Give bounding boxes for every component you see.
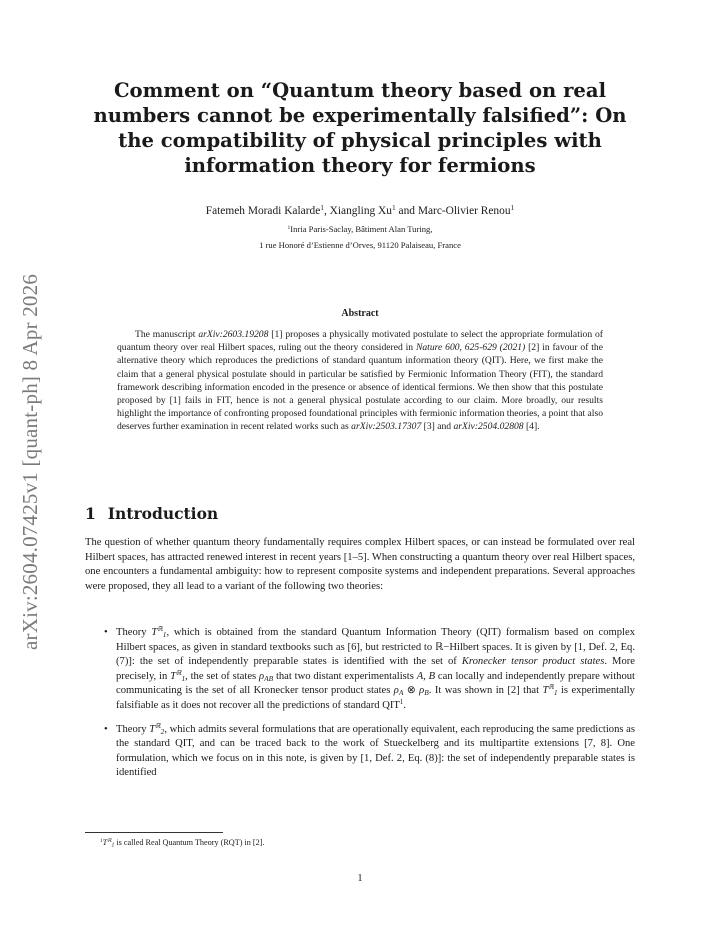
page-number: 1 xyxy=(357,873,363,884)
section-title: Introduction xyxy=(107,504,219,523)
math-symbol: $\rho_{AB}$ xyxy=(258,670,274,683)
affiliation-mark: 1 xyxy=(391,202,396,212)
math-symbol: $\rho_A$ xyxy=(393,685,404,698)
emphasis: Kronecker tensor product states xyxy=(461,656,605,668)
abstract-heading: Abstract xyxy=(341,308,379,319)
arxiv-identifier-stamp: arXiv:2604.07425v1 [quant-ph] 8 Apr 2026 xyxy=(18,273,42,650)
author-name: Marc-Olivier Renou xyxy=(417,205,511,217)
text-fragment: , which admits several formulations that are operationally equivalent, each reproducing the same predictions as the standard QIT, and can be traced back to the work of Stueckelberg and its multipartite extensions [7, 8]. One formulation, which we focus on in this note, is given by [1, Def. 2, Eq. (8)]: the set of independently preparable states is identified xyxy=(116,723,635,779)
citation-arxiv: arXiv:2503.17307 xyxy=(351,421,422,433)
footnote xyxy=(100,838,265,847)
list-item xyxy=(85,626,635,714)
math-symbol: $T^ℝ_1$ xyxy=(102,838,115,849)
footnote-mark[interactable]: 1 xyxy=(399,699,404,707)
affiliation-mark: 1 xyxy=(320,202,324,212)
list-item xyxy=(85,723,635,781)
text-fragment: , which is obtained from the standard Quantum Information Theory (QIT) formalism based on complex Hilbert spaces, as given in standard textbooks such as [6], but restricted to ℝ−Hilbert spaces. It is given by [1, Def. 2, Eq. (7)]: the set of independently preparable states is identified with the set of xyxy=(116,627,635,668)
citation-nature: Nature 600, 625-629 (2021) xyxy=(415,342,526,354)
bullet-marker: • xyxy=(104,723,108,735)
text-fragment: . More precisely, in xyxy=(116,656,635,682)
affiliation-mark: 1 xyxy=(287,224,291,231)
intro-paragraph: The question of whether quantum theory fundamentally requires complex Hilbert spaces, or can instead be formulated over real Hilbert spaces, has attracted renewed interest in recent years [1–5]. When constructing a quantum theory over real Hilbert spaces, one encounters a fundamental ambiguity: how to represent composite systems and independent preparations. Several approaches were proposed, they all lead to a variant of the following two theories: xyxy=(85,537,635,592)
math-symbol: $T^ℝ_1$ xyxy=(151,626,167,639)
citation-arxiv: arXiv:2504.02808 xyxy=(453,421,524,433)
math-symbol: $T^ℝ_1$ xyxy=(170,670,186,683)
text-fragment: . xyxy=(403,699,406,711)
bullet-marker: • xyxy=(104,627,108,638)
footnote-text: is called Real Quantum Theory (RQT) in [2]. xyxy=(114,838,265,847)
section-number: 1 xyxy=(85,504,96,523)
paper-title: Comment on “Quantum theory based on real numbers cannot be experimentally falsified”: On the compatibility of physical principles with information theory for fermions xyxy=(93,79,627,177)
theory-list xyxy=(85,626,635,781)
text-fragment: . It was shown in [2] that xyxy=(428,685,543,697)
footnote-mark: 1 xyxy=(100,838,103,845)
author-list xyxy=(0,202,720,217)
affiliation-mark: 1 xyxy=(510,202,515,212)
math-symbol: ⊗ xyxy=(403,685,420,697)
author-name: Fatemeh Moradi Kalarde xyxy=(205,205,321,217)
abstract-text xyxy=(117,328,603,434)
author-separator: , xyxy=(323,205,330,217)
affiliation-line-1 xyxy=(0,224,720,234)
abstract-fragment: [2] in favour of the alternative theory which reproduces the predictions of standard quantum information theory (QIT). Here, we first make the claim that a general physical postulate should in particular be satisfied by Fermionic Information Theory (FIT), the standard framework describing information encoded in the presence or absence of identical fermions. We then show that this postulate proposed by [1] fails in FIT, hence is not a general physical postulate according to our claim. More broadly, our results highlight the importance of confronting proposed foundational principles with fermionic information theories, a point that also deserves further examination in recent related works such as xyxy=(117,342,603,433)
math-symbol: $\rho_B$ xyxy=(419,685,429,698)
math-symbol: A, B xyxy=(416,670,436,682)
abstract-fragment: [1] proposes a physically motivated postulate to select the appropriate formulation of quantum theory over real Hilbert spaces, ruling out the theory considered in xyxy=(117,329,603,354)
abstract-fragment: [3] and xyxy=(421,421,454,433)
text-fragment: , the set of states xyxy=(185,670,259,682)
math-symbol: $T^ℝ_1$ xyxy=(542,684,558,698)
math-symbol: $T^ℝ_2$ xyxy=(149,722,165,736)
text-fragment: Theory xyxy=(116,627,152,638)
footnote-divider xyxy=(85,832,223,833)
text-fragment: that two distant experimentalists xyxy=(273,670,417,682)
abstract-fragment: The manuscript xyxy=(135,329,199,340)
citation-arxiv: arXiv:2603.19208 xyxy=(198,329,269,340)
affiliation-text: Inria Paris-Saclay, Bâtiment Alan Turing, xyxy=(290,224,433,234)
section-heading xyxy=(85,504,218,523)
text-fragment: can locally and independently prepare without communicating is the set of all Kronecker tensor product states xyxy=(116,670,635,697)
affiliation-line-2: 1 rue Honoré d’Estienne d’Orves, 91120 Palaiseau, France xyxy=(259,240,461,250)
text-fragment: is experimentally falsifiable as it does not recover all the predictions of standard QIT xyxy=(116,685,635,711)
author-name: Xiangling Xu xyxy=(329,205,392,217)
text-fragment: Theory xyxy=(116,723,150,735)
abstract-fragment: [4]. xyxy=(523,421,540,433)
author-separator: and xyxy=(395,205,418,217)
